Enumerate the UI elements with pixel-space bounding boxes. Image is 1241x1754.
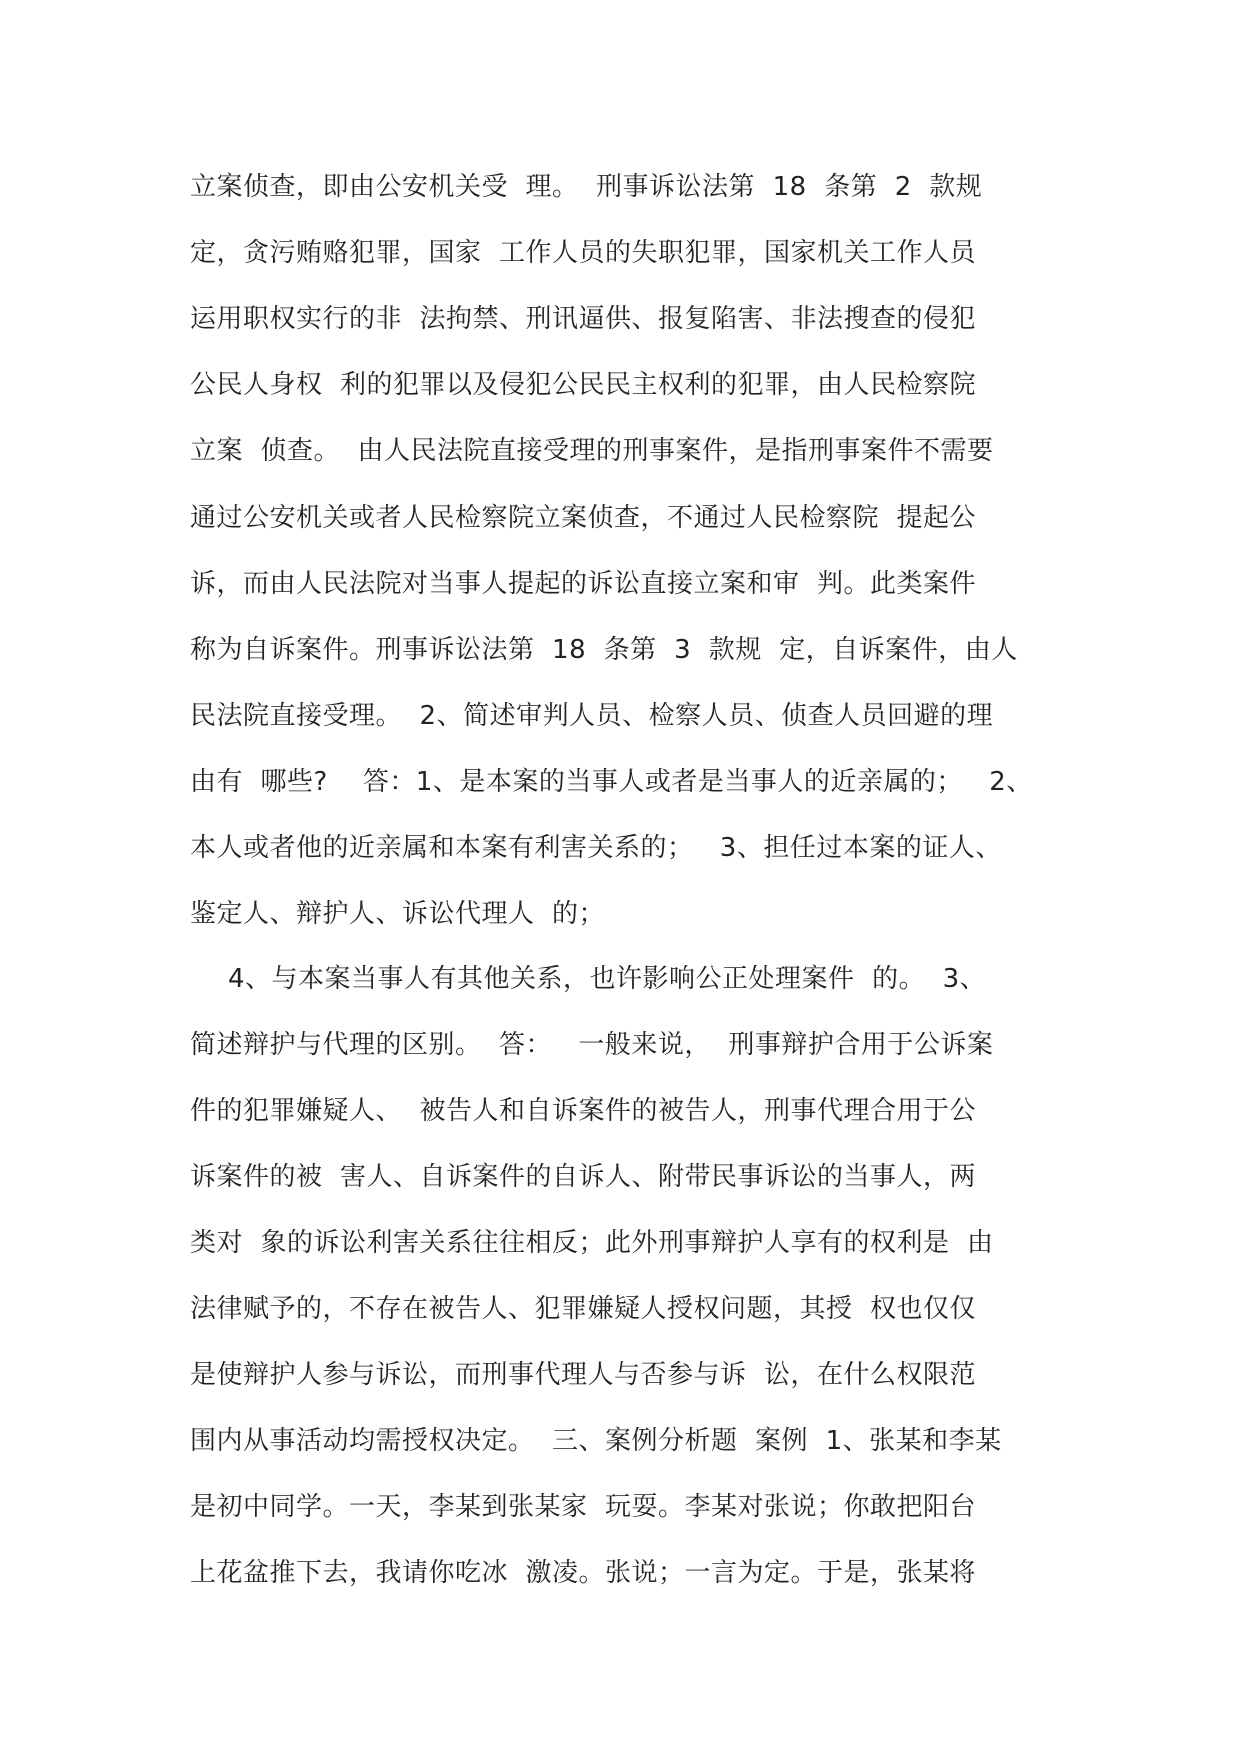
text-line: 法律赋予的，不存在被告人、犯罪嫌疑人授权问题，其授 权也仅仅 xyxy=(190,1294,977,1324)
text-line: 本人或者他的近亲属和本案有利害关系的； 3、担任过本案的证人、 xyxy=(190,833,1002,863)
text-line: 称为自诉案件。刑事诉讼法第 18 条第 3 款规 定，自诉案件，由人 xyxy=(190,635,1018,665)
text-line: 件的犯罪嫌疑人、 被告人和自诉案件的被告人，刑事代理合用于公 xyxy=(190,1096,977,1126)
text-line: 上花盆推下去，我请你吃冰 激凌。张说；一言为定。于是，张某将 xyxy=(190,1558,977,1588)
text-line: 立案侦查，即由公安机关受 理。 刑事诉讼法第 18 条第 2 款规 xyxy=(190,172,983,202)
text-line: 诉，而由人民法院对当事人提起的诉讼直接立案和审 判。此类案件 xyxy=(190,569,977,599)
text-line: 鉴定人、辩护人、诉讼代理人 的； xyxy=(190,899,606,929)
text-line: 围内从事活动均需授权决定。 三、案例分析题 案例 1、张某和李某 xyxy=(190,1426,1002,1456)
text-line: 类对 象的诉讼利害关系往往相反；此外刑事辩护人享有的权利是 由 xyxy=(190,1228,994,1258)
text-line: 是使辩护人参与诉讼，而刑事代理人与否参与诉 讼，在什么权限范 xyxy=(190,1360,977,1390)
text-line: 诉案件的被 害人、自诉案件的自诉人、附带民事诉讼的当事人，两 xyxy=(190,1162,977,1192)
text-line: 通过公安机关或者人民检察院立案侦查，不通过人民检察院 提起公 xyxy=(190,503,977,533)
text-line: 定，贪污贿赂犯罪，国家 工作人员的失职犯罪，国家机关工作人员 xyxy=(190,238,977,268)
text-line: 简述辩护与代理的区别。 答： 一般来说， 刑事辩护合用于公诉案 xyxy=(190,1030,994,1060)
text-line: 公民人身权 利的犯罪以及侵犯公民民主权利的犯罪，由人民检察院 xyxy=(190,370,977,400)
text-line: 运用职权实行的非 法拘禁、刑讯逼供、报复陷害、非法搜查的侵犯 xyxy=(190,304,977,334)
text-line: 民法院直接受理。 2、简述审判人员、检察人员、侦查人员回避的理 xyxy=(190,701,994,731)
text-line: 由有 哪些? 答：1、是本案的当事人或者是当事人的近亲属的； 2、 xyxy=(190,767,1033,797)
text-line: 4、与本案当事人有其他关系，也许影响公正处理案件 的。 3、 xyxy=(228,964,987,994)
text-line: 立案 侦查。 由人民法院直接受理的刑事案件，是指刑事案件不需要 xyxy=(190,436,994,466)
text-line: 是初中同学。一天，李某到张某家 玩耍。李某对张说；你敢把阳台 xyxy=(190,1492,977,1522)
